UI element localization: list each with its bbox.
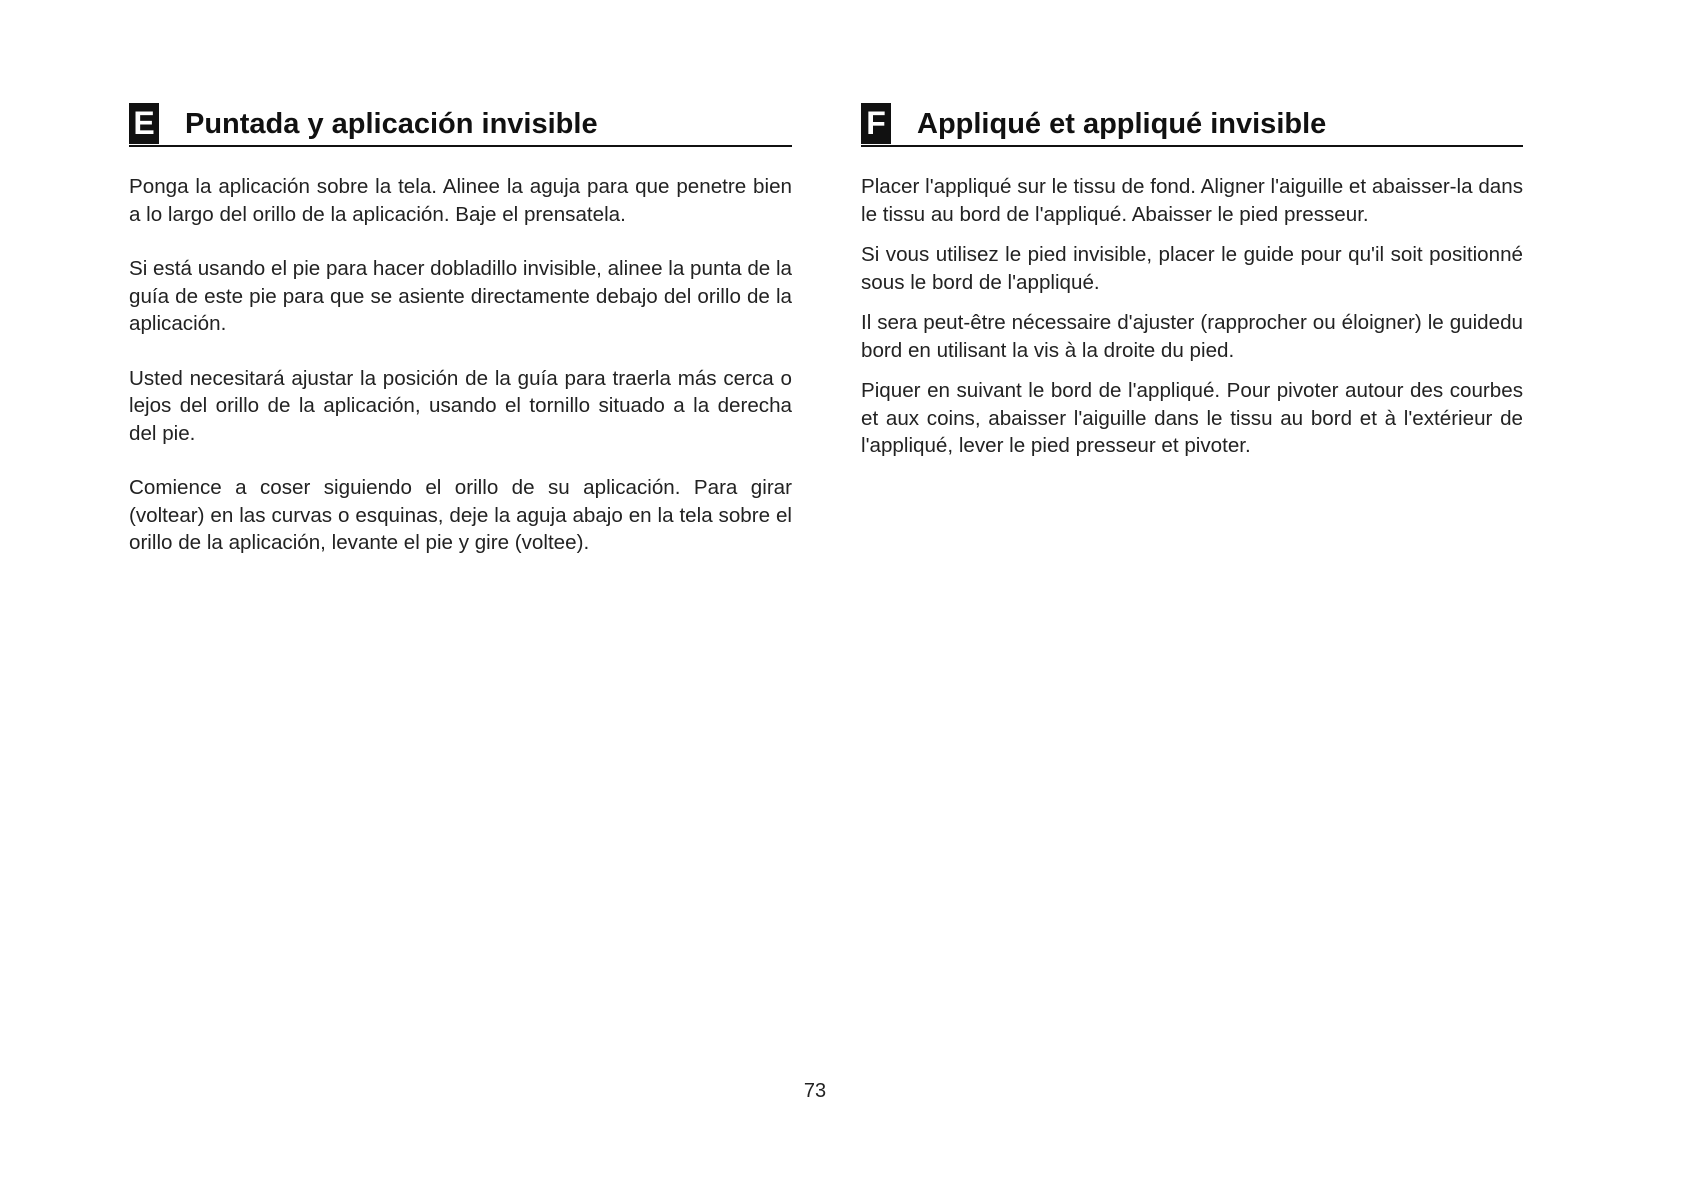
french-paragraph-1: Placer l'appliqué sur le tissu de fond. Aligner l'aiguille et abaisser-la dans le tissu au bord de l'appliqué. Abaisser le pied presseur.: [861, 175, 1523, 226]
spanish-paragraph-3: Usted necesitará ajustar la posición de la guía para traerla más cerca o lejos del orillo de la aplicación, usando el tornillo situado a la derecha del pie.: [129, 366, 792, 445]
spanish-body: [129, 173, 792, 557]
spanish-heading: [129, 100, 792, 147]
french-section: [861, 100, 1523, 473]
spanish-paragraph-1: Ponga la aplicación sobre la tela. Alinee la aguja para que penetre bien a lo largo del orillo de la aplicación. Baje el prensatela.: [129, 175, 792, 226]
french-section-title: Appliqué et appliqué invisible: [917, 108, 1327, 140]
french-paragraph-4: Piquer en suivant le bord de l'appliqué. Pour pivoter autour des courbes et aux coins, abaisser l'aiguille dans le tissu au bord et à l'extérieur de l'appliqué, lever le pied presseur et pivoter.: [861, 379, 1523, 457]
french-paragraph-3: Il sera peut-être nécessaire d'ajuster (rapprocher ou éloigner) le guidedu bord en utilisant la vis à la droite du pied.: [861, 311, 1523, 362]
french-body: [861, 173, 1523, 460]
spanish-section-title: Puntada y aplicación invisible: [185, 108, 598, 140]
language-badge-e: E: [129, 103, 159, 144]
language-badge-f: F: [861, 103, 891, 144]
french-heading: [861, 100, 1523, 147]
french-paragraph-2: Si vous utilisez le pied invisible, placer le guide pour qu'il soit positionné sous le bord de l'appliqué.: [861, 243, 1523, 294]
spanish-section: [129, 100, 792, 584]
spanish-paragraph-2: Si está usando el pie para hacer dobladillo invisible, alinee la punta de la guía de este pie para que se asiente directamente debajo del orillo de la aplicación.: [129, 257, 792, 335]
spanish-paragraph-4: Comience a coser siguiendo el orillo de su aplicación. Para girar (voltear) en las curvas o esquinas, deje la aguja abajo en la tela sobre el orillo de la aplicación, levante el pie y gire (voltee).: [129, 476, 792, 554]
page-number: 73: [803, 1080, 827, 1102]
